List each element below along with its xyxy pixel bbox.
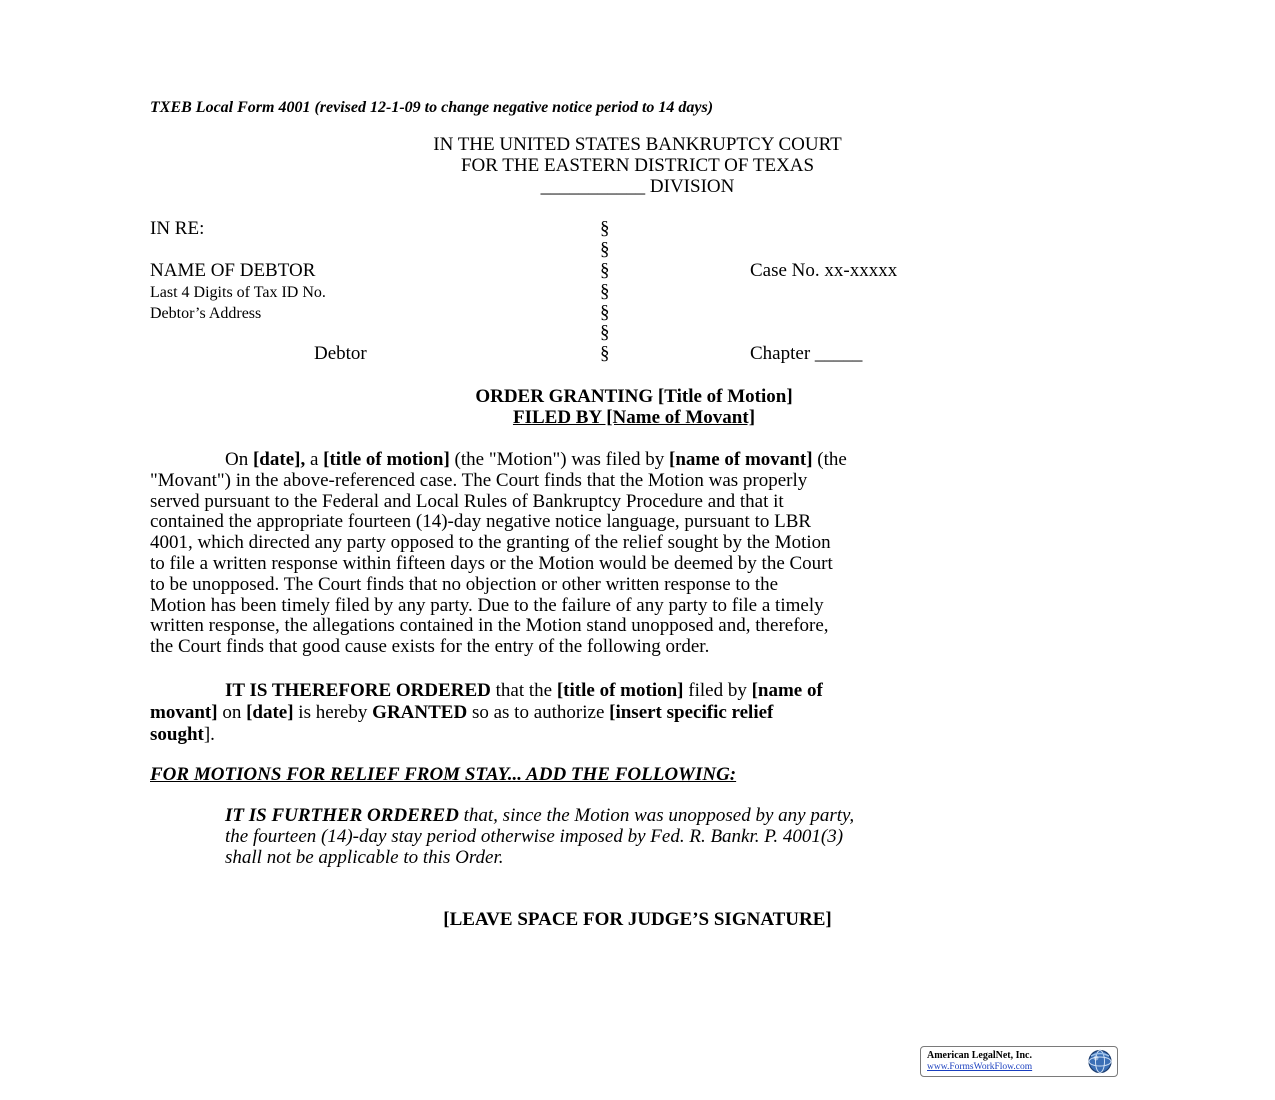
case-number: Case No. xx-xxxxx <box>750 260 898 281</box>
paragraph-line <box>150 450 1130 471</box>
text: filed by <box>683 680 752 701</box>
text: (the <box>812 449 847 470</box>
movant-placeholder: movant] <box>150 702 218 723</box>
paragraph-line: to be unopposed. The Court finds that no objection or other written response to the <box>150 573 779 595</box>
text: so as to authorize <box>467 702 610 723</box>
further-ordered-phrase: IT IS FURTHER ORDERED <box>225 805 459 826</box>
section-symbol: § <box>600 260 610 281</box>
paragraph-line: to file a written response within fifteen days or the Motion would be deemed by the Court <box>150 552 833 574</box>
date-placeholder: [date], <box>252 449 306 470</box>
court-name-line1: IN THE UNITED STATES BANKRUPTCY COURT <box>433 134 842 155</box>
form-identifier: TXEB Local Form 4001 (revised 12-1-09 to change negative notice period to 14 days) <box>150 99 714 116</box>
chapter-field: Chapter _____ <box>750 343 863 364</box>
date-placeholder: [date] <box>246 702 294 723</box>
section-symbol: § <box>600 322 610 343</box>
paragraph-line: Motion has been timely filed by any party. Due to the failure of any party to file a timely <box>150 594 824 616</box>
text: is hereby <box>293 702 373 723</box>
section-symbol: § <box>600 343 610 364</box>
relief-from-stay-heading: FOR MOTIONS FOR RELIEF FROM STAY... ADD THE FOLLOWING: <box>150 764 737 785</box>
paragraph-line: written response, the allegations contained in the Motion stand unopposed and, therefore, <box>150 615 829 637</box>
granted-word: GRANTED <box>372 702 468 723</box>
paragraph-line <box>150 702 1130 724</box>
text: on <box>217 702 247 723</box>
section-symbol: § <box>600 239 610 260</box>
debtor-name: NAME OF DEBTOR <box>150 260 316 281</box>
filed-by-line: FILED BY [Name of Movant] <box>512 407 756 428</box>
paragraph-line: the Court finds that good cause exists for the entry of the following order. <box>150 636 710 658</box>
paragraph-line <box>150 680 1130 702</box>
paragraph-line: shall not be applicable to this Order. <box>225 846 504 868</box>
paragraph-line: "Movant") in the above-referenced case. The Court finds that the Motion was properly <box>150 469 808 491</box>
motion-title-placeholder: [title of motion] <box>323 449 450 470</box>
order-title: ORDER GRANTING [Title of Motion] <box>475 386 793 407</box>
text: a <box>305 449 324 470</box>
movant-placeholder: [name of <box>751 680 823 701</box>
in-re-label: IN RE: <box>150 218 205 239</box>
signature-space-note: [LEAVE SPACE FOR JUDGE’S SIGNATURE] <box>443 909 832 930</box>
globe-icon <box>1087 1049 1113 1074</box>
movant-placeholder: [name of movant] <box>669 449 813 470</box>
motion-title-placeholder: [title of motion] <box>556 680 684 701</box>
findings-paragraph <box>150 450 1130 658</box>
section-symbol: § <box>600 281 610 302</box>
further-order-paragraph <box>225 806 1125 868</box>
paragraph-line: the fourteen (14)-day stay period otherwise imposed by Fed. R. Bankr. P. 4001(3) <box>225 825 844 847</box>
debtor-label: Debtor <box>314 343 367 364</box>
text: On <box>225 449 253 470</box>
relief-placeholder: sought <box>150 724 204 745</box>
logo-company-name: American LegalNet, Inc. <box>927 1050 1032 1061</box>
text: (the "Motion") was filed by <box>449 449 669 470</box>
court-name-line2: FOR THE EASTERN DISTRICT OF TEXAS <box>460 155 815 176</box>
paragraph-line <box>150 724 1130 746</box>
logo-website-link[interactable]: www.FormsWorkFlow.com <box>927 1062 1033 1072</box>
debtor-address-label: Debtor’s Address <box>150 305 262 322</box>
division-line: ___________ DIVISION <box>540 176 735 197</box>
relief-placeholder: [insert specific relief <box>609 702 774 723</box>
american-legalnet-logo[interactable] <box>920 1046 1118 1077</box>
text: ]. <box>203 724 215 745</box>
paragraph-line: 4001, which directed any party opposed to the granting of the relief sought by the Motion <box>150 532 831 554</box>
text: that, since the Motion was unopposed by any party, <box>458 805 855 826</box>
paragraph-line: contained the appropriate fourteen (14)-day negative notice language, pursuant to LBR <box>150 511 812 533</box>
ordered-phrase: IT IS THEREFORE ORDERED <box>225 680 491 701</box>
section-symbol: § <box>600 302 610 323</box>
order-paragraph <box>150 680 1130 746</box>
text: that the <box>490 680 557 701</box>
section-symbol: § <box>600 218 610 239</box>
paragraph-line <box>225 806 1125 827</box>
tax-id-label: Last 4 Digits of Tax ID No. <box>150 284 326 301</box>
paragraph-line: served pursuant to the Federal and Local Rules of Bankruptcy Procedure and that it <box>150 490 784 512</box>
